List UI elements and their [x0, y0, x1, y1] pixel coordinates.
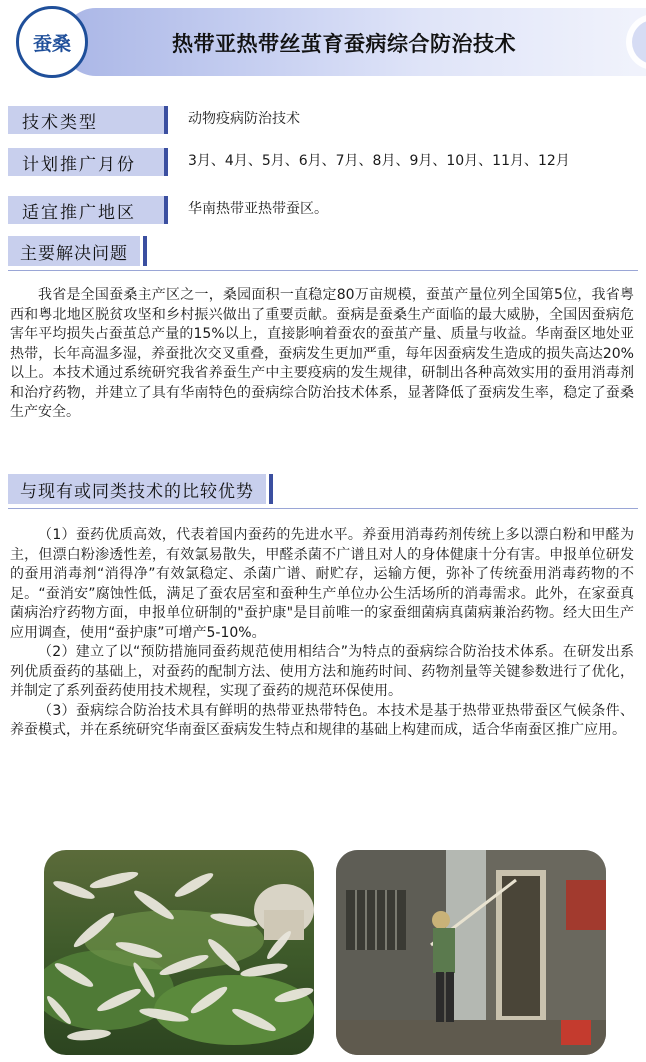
info-row-promotion-months [8, 148, 628, 176]
category-logo [16, 6, 88, 78]
info-value: 动物疫病防治技术 [188, 111, 300, 127]
paragraph: （1）蚕药优质高效，代表着国内蚕药的先进水平。养蚕用消毒药剂传统上多以漂白粉和甲醛为主，但漂白粉渗透性差，有效氯易散失，甲醛杀菌不广谱且对人的身体健康十分有害。申报单位研发的蚕用消毒剂“消得净”有效氯稳定、杀菌广谱、耐贮存，运输方便，弥补了传统蚕用消毒药物的不足。“蚕消安”腐蚀性低，满足了蚕农居室和蚕种生产单位办公生活场所的消毒需求。此外，在家蚕真菌病治疗药物方面，申报单位研制的"蚕护康"是目前唯一的家蚕细菌病真菌病兼治药物。经大田生产应用调查，使用“蚕护康”可增产5-10%。 [10, 527, 634, 641]
section-heading-bar [269, 474, 273, 504]
info-row-region [8, 196, 628, 224]
section-divider [8, 270, 638, 271]
paragraph: （3）蚕病综合防治技术具有鲜明的热带亚热带特色。本技术是基于热带亚热带蚕区气候条件、养蚕模式，并在系统研究华南蚕区蚕病发生特点和规律的基础上构建而成，适合华南蚕区推广应用。 [10, 702, 634, 738]
info-value: 华南热带亚热带蚕区。 [188, 201, 328, 217]
section-heading-advantage [8, 474, 273, 504]
disinfection-spraying-photo [336, 850, 606, 1055]
paragraph: （2）建立了以“预防措施同蚕药规范使用相结合”为特点的蚕病综合防治技术体系。在研发出系列优质蚕药的基础上，对蚕药的配制方法、使用方法和施药时间、药物剂量等关键参数进行了优化，并制定了系列蚕药使用技术规程，实现了蚕药的规范环保使用。 [10, 644, 634, 699]
page-title: 热带亚热带丝茧育蚕病综合防治技术 [172, 32, 516, 56]
page-header [0, 0, 646, 84]
section-divider [8, 508, 638, 509]
problem-text [10, 286, 634, 423]
section-heading-problem [8, 236, 147, 266]
section-heading-bar [143, 236, 147, 266]
section-heading-label: 与现有或同类技术的比较优势 [8, 474, 266, 504]
info-value: 3月、4月、5月、6月、7月、8月、9月、10月、11月、12月 [188, 153, 570, 169]
category-logo-text: 蚕桑 [23, 13, 81, 71]
silkworm-photo [44, 850, 314, 1055]
section-heading-label: 主要解决问题 [8, 236, 140, 266]
advantage-text [10, 526, 634, 741]
info-label: 技术类型 [8, 106, 168, 134]
info-label: 计划推广月份 [8, 148, 168, 176]
info-label: 适宜推广地区 [8, 196, 168, 224]
info-row-tech-type [8, 106, 628, 134]
paragraph: 我省是全国蚕桑主产区之一，桑园面积一直稳定80万亩规模，蚕茧产量位列全国第5位，我省粤西和粤北地区脱贫攻坚和乡村振兴做出了重要贡献。蚕病是蚕桑生产面临的最大威胁，全国因蚕病危害年平均损失占蚕茧总产量的15%以上，直接影响着蚕农的蚕茧产量、质量与收益。华南蚕区地处亚热带，长年高温多湿，养蚕批次交叉重叠，蚕病发生更加严重，每年因蚕病发生造成的损失高达20%以上。本技术通过系统研究我省养蚕生产中主要疫病的发生规律，研制出各种高效实用的蚕用消毒剂和治疗药物，并建立了具有华南特色的蚕病综合防治技术体系，显著降低了蚕病发生率，稳定了蚕桑生产安全。 [10, 287, 634, 420]
